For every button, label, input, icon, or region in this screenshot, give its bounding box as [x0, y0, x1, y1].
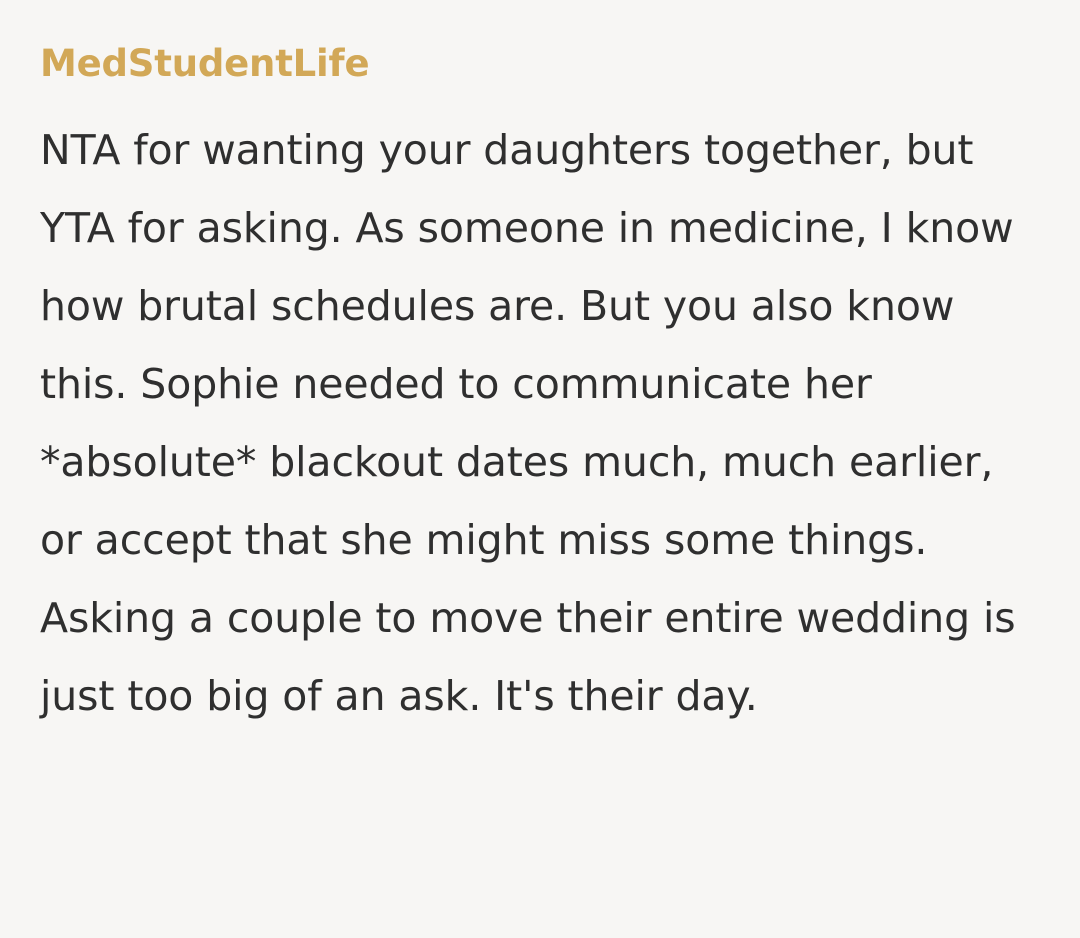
comment-body-text: NTA for wanting your daughters together, but YTA for asking. As someone in medicine, I know how brutal schedules are. But you also know this. Sophie needed to communicate her *absolute* blackout dates much, much earlier, or accept that she might miss some things. Asking a couple to move their entire wedding is just too big of an ask. It's their day.	[40, 125, 1029, 720]
comment-author-name[interactable]: MedStudentLife	[40, 42, 370, 85]
